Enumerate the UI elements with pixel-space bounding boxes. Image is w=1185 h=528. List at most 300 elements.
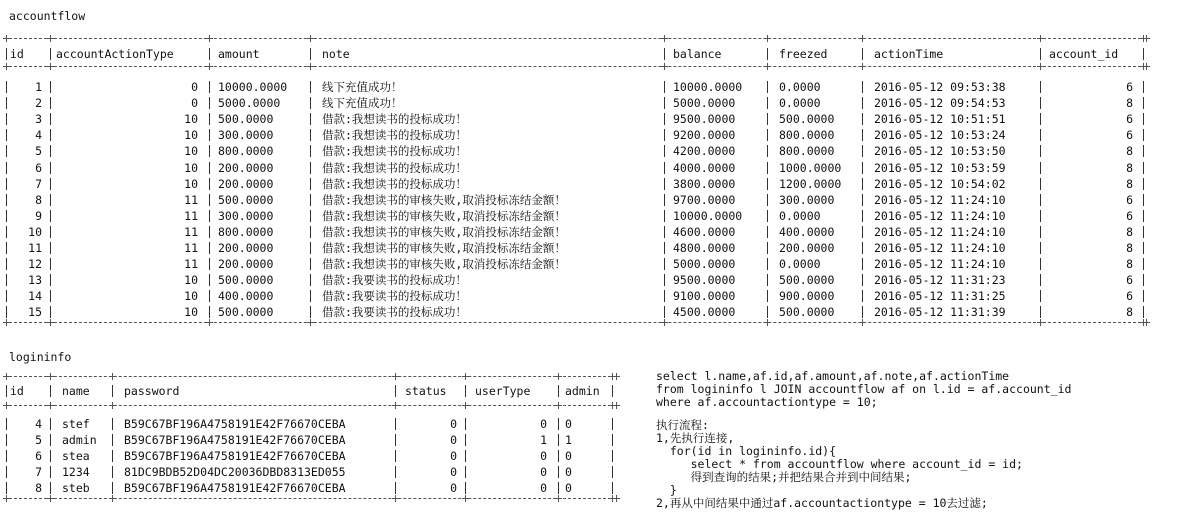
accountflow-cell-id: 4 [35,128,42,143]
logininfo-divider [4,405,616,406]
logininfo-header-status: status [405,384,447,398]
accountflow-cell-accountActionType: 10 [184,160,198,175]
column-separator [664,48,665,60]
column-separator [50,162,51,174]
column-separator [465,482,466,494]
accountflow-cell-amount: 500.0000 [218,112,274,127]
logininfo-header-admin: admin [565,384,600,398]
column-separator [6,450,7,462]
accountflow-corner [47,63,54,70]
accountflow-cell-amount: 5000.0000 [218,96,281,111]
column-separator [310,145,311,157]
process-line: select * from accountflow where account_id = id; [656,457,1023,471]
logininfo-corner [555,402,562,409]
table-row [0,127,1150,143]
table-row [0,448,620,464]
column-separator [664,178,665,190]
accountflow-cell-actionTime: 2016-05-12 11:24:10 [874,241,1006,255]
accountflow-cell-amount: 800.0000 [218,144,274,159]
logininfo-cell-password: B59C67BF196A4758191E42F76670CEBA [124,433,346,448]
accountflow-cell-account_id: 6 [1126,208,1133,223]
accountflow-header-accountActionType: accountActionType [56,47,174,61]
column-separator [612,466,613,478]
accountflow-cell-balance: 4600.0000 [673,224,736,239]
column-separator [50,48,51,60]
column-separator [612,434,613,446]
column-separator [1143,81,1144,93]
column-separator [310,306,311,318]
accountflow-cell-account_id: 8 [1126,160,1133,175]
accountflow-cell-accountActionType: 10 [184,112,198,127]
logininfo-cell-userType: 0 [540,465,547,480]
table-row [0,208,1150,224]
accountflow-cell-id: 1 [35,80,42,94]
column-separator [209,306,210,318]
accountflow-cell-balance: 9500.0000 [673,273,736,288]
column-separator [310,48,311,60]
column-separator [1040,258,1041,270]
accountflow-cell-accountActionType: 0 [191,96,198,111]
accountflow-cell-balance: 10000.0000 [673,208,743,223]
logininfo-cell-admin: 0 [565,481,572,496]
accountflow-cell-note: 借款:我想读书的投标成功！ [322,112,467,127]
logininfo-corner [47,402,54,409]
accountflow-cell-account_id: 6 [1126,128,1133,143]
column-separator [664,81,665,93]
column-separator [1040,129,1041,141]
column-separator [310,242,311,254]
column-separator [6,129,7,141]
accountflow-corner [661,63,668,70]
column-separator [612,482,613,494]
accountflow-cell-note: 借款:我要读书的投标成功！ [322,289,467,304]
logininfo-cell-admin: 0 [565,449,572,464]
accountflow-cell-freezed: 900.0000 [779,289,835,304]
accountflow-cell-actionTime: 2016-05-12 11:31:39 [874,305,1006,320]
accountflow-header-row [0,46,1150,62]
process-line: for(id in logininfo.id){ [656,444,837,458]
logininfo-corner [392,373,399,380]
accountflow-cell-id: 7 [35,176,42,191]
accountflow-cell-freezed: 500.0000 [779,273,835,288]
column-separator [50,258,51,270]
column-separator [310,113,311,125]
column-separator [209,162,210,174]
accountflow-cell-id: 12 [28,257,42,272]
column-separator [310,129,311,141]
logininfo-table [0,372,640,512]
column-separator [1143,162,1144,174]
column-separator [50,194,51,206]
table-row [0,256,1150,272]
accountflow-cell-balance: 9100.0000 [673,289,736,304]
column-separator [209,274,210,286]
logininfo-corner [109,402,116,409]
accountflow-divider [4,322,1146,323]
accountflow-cell-id: 3 [35,112,42,127]
column-separator [1143,48,1144,60]
column-separator [664,145,665,157]
column-separator [1040,162,1041,174]
column-separator [862,113,863,125]
column-separator [767,210,768,222]
logininfo-cell-id: 7 [35,465,42,480]
column-separator [6,385,7,397]
column-separator [395,466,396,478]
column-separator [558,482,559,494]
logininfo-cell-id: 8 [35,481,42,496]
column-separator [209,129,210,141]
column-separator [6,113,7,125]
accountflow-corner [47,35,54,42]
accountflow-cell-actionTime: 2016-05-12 11:31:23 [874,273,1006,288]
logininfo-divider [4,376,616,377]
column-separator [112,434,113,446]
column-separator [6,306,7,318]
column-separator [664,226,665,238]
column-separator [465,418,466,430]
accountflow-cell-note: 借款:我想读书的审核失败,取消投标冻结金额！ [322,224,566,239]
column-separator [310,274,311,286]
accountflow-corner [3,35,10,42]
accountflow-cell-amount: 200.0000 [218,160,274,175]
accountflow-cell-accountActionType: 10 [184,144,198,159]
column-separator [862,129,863,141]
column-separator [558,434,559,446]
logininfo-cell-name: admin [62,433,97,448]
column-separator [1040,81,1041,93]
column-separator [209,178,210,190]
column-separator [767,129,768,141]
logininfo-header-password: password [124,384,180,398]
accountflow-cell-amount: 200.0000 [218,176,274,191]
column-separator [767,81,768,93]
accountflow-cell-account_id: 8 [1126,257,1133,272]
column-separator [50,290,51,302]
accountflow-cell-actionTime: 2016-05-12 10:51:51 [874,112,1006,127]
column-separator [395,482,396,494]
accountflow-cell-account_id: 8 [1126,96,1133,111]
column-separator [862,242,863,254]
column-separator [862,226,863,238]
column-separator [1143,210,1144,222]
accountflow-cell-note: 借款:我想读书的审核失败,取消投标冻结金额！ [322,208,566,223]
logininfo-cell-name: stea [62,449,90,464]
accountflow-cell-id: 15 [28,305,42,320]
accountflow-corner [1037,63,1044,70]
accountflow-cell-amount: 400.0000 [218,289,274,304]
column-separator [6,466,7,478]
logininfo-header-id: id [10,384,24,398]
logininfo-cell-admin: 0 [565,417,572,431]
accountflow-cell-balance: 9500.0000 [673,112,736,127]
column-separator [767,290,768,302]
logininfo-cell-userType: 1 [540,433,547,448]
accountflow-cell-freezed: 800.0000 [779,128,835,143]
logininfo-cell-status: 0 [450,417,457,431]
column-separator [6,242,7,254]
column-separator [664,129,665,141]
column-separator [862,210,863,222]
accountflow-cell-balance: 9700.0000 [673,192,736,207]
column-separator [1143,258,1144,270]
accountflow-header-amount: amount [218,47,260,61]
accountflow-cell-balance: 5000.0000 [673,257,736,272]
accountflow-cell-freezed: 400.0000 [779,224,835,239]
accountflow-cell-account_id: 6 [1126,192,1133,207]
process-line: 执行流程: [656,418,709,432]
column-separator [1040,48,1041,60]
logininfo-cell-status: 0 [450,433,457,448]
accountflow-cell-amount: 200.0000 [218,241,274,255]
accountflow-cell-id: 9 [35,208,42,223]
accountflow-cell-balance: 4200.0000 [673,144,736,159]
accountflow-cell-note: 线下充值成功！ [322,80,403,94]
column-separator [6,290,7,302]
column-separator [664,258,665,270]
accountflow-cell-account_id: 6 [1126,112,1133,127]
column-separator [1040,194,1041,206]
column-separator [664,242,665,254]
logininfo-corner [3,402,10,409]
accountflow-cell-balance: 4500.0000 [673,305,736,320]
table-row [0,432,620,448]
table-row [0,288,1150,304]
accountflow-cell-freezed: 0.0000 [779,96,821,111]
table-row [0,304,1150,320]
column-separator [50,450,51,462]
column-separator [1143,226,1144,238]
column-separator [862,145,863,157]
column-separator [558,385,559,397]
column-separator [395,418,396,430]
accountflow-cell-id: 14 [28,289,42,304]
column-separator [1143,290,1144,302]
column-separator [767,258,768,270]
column-separator [612,418,613,430]
column-separator [767,48,768,60]
column-separator [50,210,51,222]
column-separator [50,242,51,254]
accountflow-cell-actionTime: 2016-05-12 11:24:10 [874,208,1006,223]
table-row [0,224,1150,240]
column-separator [209,210,210,222]
logininfo-cell-name: stef [62,417,90,431]
accountflow-cell-actionTime: 2016-05-12 10:53:24 [874,128,1006,143]
accountflow-cell-account_id: 6 [1126,80,1133,94]
column-separator [1040,113,1041,125]
column-separator [1143,242,1144,254]
accountflow-corner [307,63,314,70]
column-separator [767,178,768,190]
logininfo-cell-password: B59C67BF196A4758191E42F76670CEBA [124,449,346,464]
column-separator [112,466,113,478]
accountflow-cell-account_id: 8 [1126,176,1133,191]
column-separator [1040,97,1041,109]
accountflow-cell-balance: 4800.0000 [673,241,736,255]
accountflow-corner [3,63,10,70]
column-separator [1040,210,1041,222]
column-separator [1040,306,1041,318]
accountflow-cell-freezed: 1200.0000 [779,176,842,191]
column-separator [612,450,613,462]
column-separator [1040,274,1041,286]
column-separator [209,97,210,109]
accountflow-cell-accountActionType: 10 [184,176,198,191]
logininfo-divider [4,498,616,499]
column-separator [112,482,113,494]
column-separator [50,434,51,446]
column-separator [50,466,51,478]
column-separator [6,48,7,60]
accountflow-cell-freezed: 0.0000 [779,80,821,94]
accountflow-cell-note: 借款:我想读书的投标成功！ [322,176,467,191]
logininfo-cell-password: B59C67BF196A4758191E42F76670CEBA [124,417,346,431]
column-separator [6,145,7,157]
accountflow-cell-freezed: 200.0000 [779,241,835,255]
column-separator [1040,242,1041,254]
accountflow-cell-freezed: 1000.0000 [779,160,842,175]
table-row [0,143,1150,159]
column-separator [310,194,311,206]
column-separator [50,418,51,430]
accountflow-corner [206,35,213,42]
process-line: 得到查询的结果;并把结果合并到中间结果; [656,470,912,484]
table-row [0,95,1150,111]
logininfo-cell-name: 1234 [62,465,90,480]
accountflow-cell-actionTime: 2016-05-12 10:53:59 [874,160,1006,175]
process-line: } [656,483,677,497]
accountflow-cell-freezed: 0.0000 [779,257,821,272]
column-separator [862,258,863,270]
accountflow-cell-actionTime: 2016-05-12 09:53:38 [874,80,1006,94]
column-separator [465,434,466,446]
accountflow-cell-note: 借款:我想读书的投标成功！ [322,128,467,143]
column-separator [1040,178,1041,190]
column-separator [862,290,863,302]
accountflow-cell-accountActionType: 11 [184,208,198,223]
column-separator [465,385,466,397]
table-row [0,480,620,496]
column-separator [395,434,396,446]
logininfo-cell-admin: 1 [565,433,572,448]
column-separator [664,274,665,286]
column-separator [767,226,768,238]
column-separator [465,466,466,478]
accountflow-cell-note: 借款:我想读书的审核失败,取消投标冻结金额！ [322,257,566,272]
logininfo-cell-userType: 0 [540,481,547,496]
logininfo-corner [47,373,54,380]
column-separator [209,145,210,157]
accountflow-cell-amount: 500.0000 [218,192,274,207]
column-separator [310,226,311,238]
column-separator [50,81,51,93]
column-separator [6,274,7,286]
logininfo-cell-status: 0 [450,465,457,480]
logininfo-cell-id: 4 [35,417,42,431]
column-separator [209,48,210,60]
accountflow-cell-accountActionType: 10 [184,128,198,143]
column-separator [664,113,665,125]
column-separator [612,385,613,397]
column-separator [6,226,7,238]
column-separator [395,385,396,397]
table-row [0,160,1150,176]
accountflow-corner [859,35,866,42]
column-separator [1143,178,1144,190]
logininfo-corner [3,373,10,380]
accountflow-cell-account_id: 6 [1126,273,1133,288]
accountflow-cell-id: 8 [35,192,42,207]
logininfo-title: logininfo [9,350,72,364]
accountflow-corner [764,63,771,70]
accountflow-divider [4,38,1146,39]
table-row [0,416,620,432]
column-separator [6,178,7,190]
accountflow-cell-actionTime: 2016-05-12 11:24:10 [874,192,1006,207]
column-separator [209,81,210,93]
accountflow-corner [1037,35,1044,42]
column-separator [767,274,768,286]
column-separator [50,145,51,157]
column-separator [767,242,768,254]
accountflow-cell-id: 5 [35,144,42,159]
accountflow-header-account_id: account_id [1049,47,1119,61]
column-separator [209,290,210,302]
table-row [0,192,1150,208]
column-separator [6,434,7,446]
table-row [0,111,1150,127]
column-separator [664,290,665,302]
accountflow-cell-accountActionType: 10 [184,273,198,288]
logininfo-cell-userType: 0 [540,417,547,431]
column-separator [767,97,768,109]
column-separator [1143,274,1144,286]
column-separator [112,385,113,397]
accountflow-cell-note: 线下充值成功！ [322,96,403,111]
accountflow-cell-amount: 200.0000 [218,257,274,272]
accountflow-cell-amount: 500.0000 [218,305,274,320]
column-separator [310,290,311,302]
logininfo-corner [555,373,562,380]
accountflow-cell-balance: 3800.0000 [673,176,736,191]
accountflow-cell-freezed: 0.0000 [779,208,821,223]
accountflow-cell-actionTime: 2016-05-12 10:54:02 [874,176,1006,191]
sql-query-note [656,370,1071,409]
accountflow-corner [1143,63,1150,70]
column-separator [1040,226,1041,238]
column-separator [395,450,396,462]
column-separator [209,242,210,254]
accountflow-cell-amount: 300.0000 [218,208,274,223]
logininfo-cell-id: 6 [35,449,42,464]
logininfo-header-name: name [62,384,90,398]
logininfo-cell-admin: 0 [565,465,572,480]
accountflow-cell-account_id: 8 [1126,144,1133,159]
accountflow-cell-amount: 300.0000 [218,128,274,143]
table-row [0,240,1150,256]
accountflow-cell-accountActionType: 11 [184,257,198,272]
accountflow-cell-account_id: 8 [1126,224,1133,239]
column-separator [558,466,559,478]
table-row [0,272,1150,288]
accountflow-cell-amount: 500.0000 [218,273,274,288]
column-separator [209,194,210,206]
accountflow-cell-balance: 10000.0000 [673,80,743,94]
column-separator [767,162,768,174]
process-line: 2,再从中间结果中通过af.accountactiontype = 10去过滤; [656,496,988,510]
column-separator [50,178,51,190]
